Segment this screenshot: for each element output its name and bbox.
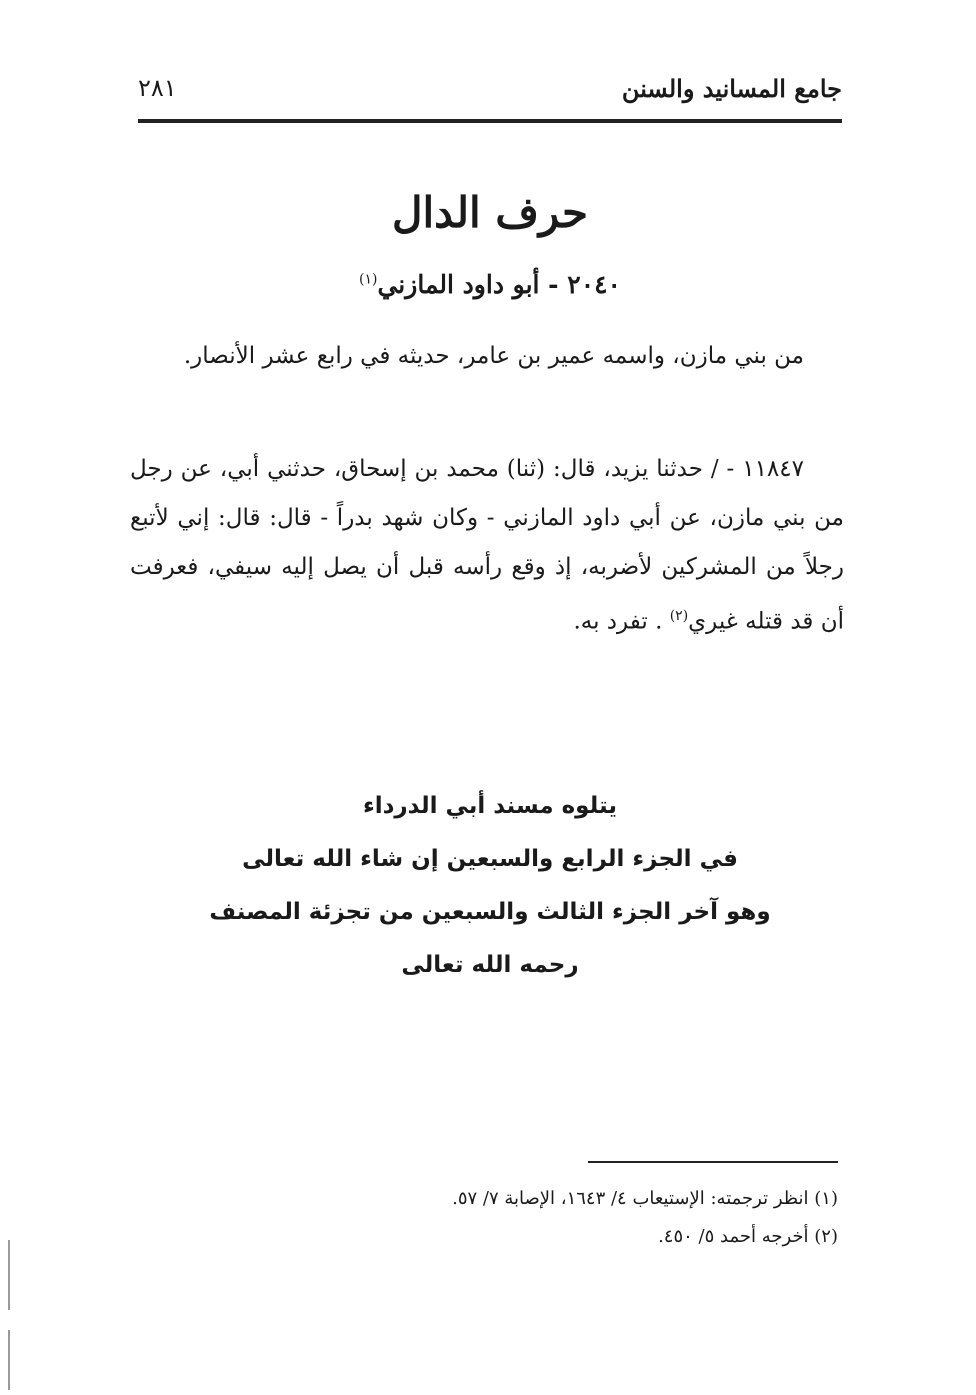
entry-heading-text: ٢٠٤٠ - أبو داود المازني (377, 270, 621, 299)
colophon (138, 780, 842, 992)
footnote-ref-2: (٢) (669, 608, 689, 624)
scan-edge-mark (8, 1330, 10, 1390)
footnote-item: (١) انظر ترجمته: الإستيعاب ٤/ ١٦٤٣، الإصابة ٧/ ٥٧. (452, 1188, 838, 1209)
footnote-rule (588, 1161, 838, 1163)
colophon-line: وهو آخر الجزء الثالث والسبعين من تجزئة المصنف (209, 899, 771, 925)
scan-edge-mark (8, 1240, 10, 1310)
chapter-title: حرف الدال (392, 188, 588, 237)
entry-heading (138, 270, 842, 299)
footnote-ref-1: (١) (359, 271, 378, 288)
running-head (138, 74, 842, 110)
intro-text: من بني مازن، واسمه عمير بن عامر، حديثه في رابع عشر الأنصار. (183, 343, 804, 369)
colophon-line: في الجزء الرابع والسبعين إن شاء الله تعالى (242, 846, 738, 872)
colophon-line: يتلوه مسند أبي الدرداء (362, 793, 618, 819)
footnote-item: (٢) أخرجه أحمد ٥/ ٤٥٠. (658, 1226, 838, 1247)
hadith-text: ١١٨٤٧ - / حدثنا يزيد، قال: (ثنا) محمد بن إسحاق، حدثني أبي، عن رجل من بني مازن، عن أبي داود المازني - وكان شهد بدراً - قال: قال: إني لأتبع رجلاً من المشركين لأضربه، إذ وقع رأسه قبل أن يصل إليه سيفي، فعرفت أن قد قتله غيري (130, 456, 844, 635)
page-number: ٢٨١ (138, 74, 177, 102)
book-title: جامع المسانيد والسنن (621, 74, 842, 103)
hadith-ending: . تفرد به. (573, 608, 663, 635)
footnotes (138, 1180, 838, 1256)
colophon-line: رحمه الله تعالى (401, 952, 579, 978)
header-rule (138, 119, 842, 123)
hadith-paragraph (130, 445, 844, 647)
intro-paragraph (130, 332, 844, 381)
